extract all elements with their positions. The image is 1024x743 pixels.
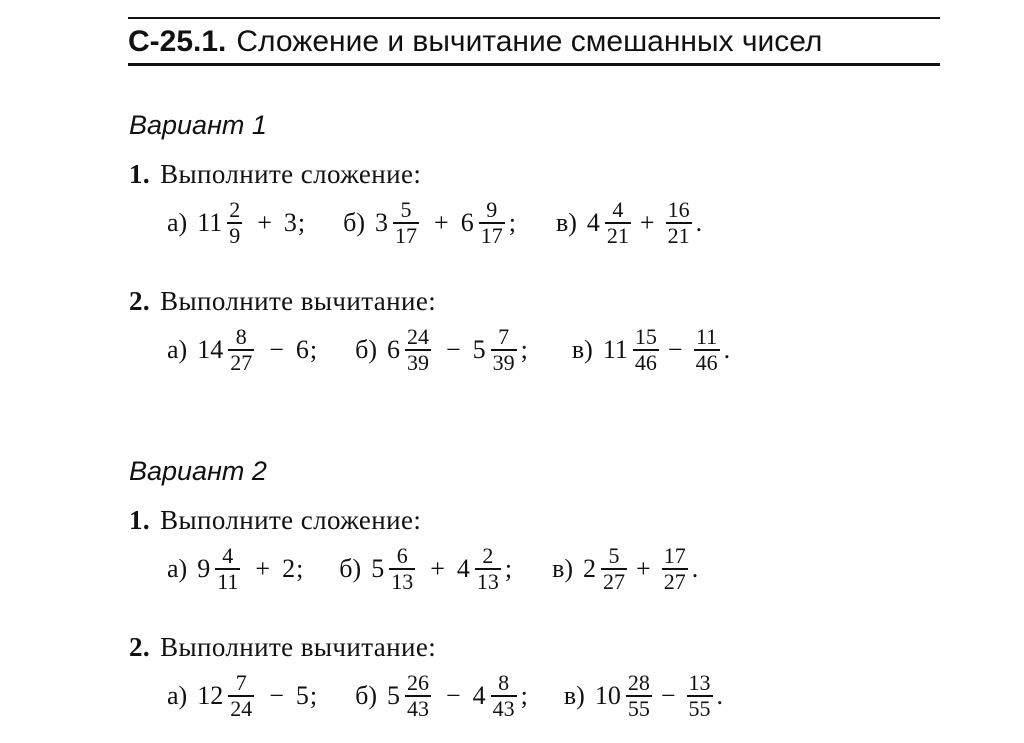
numerator: 11 <box>695 324 718 349</box>
terminator: ; <box>504 554 513 583</box>
example-label: в) <box>571 335 593 364</box>
denominator: 55 <box>627 696 650 721</box>
terminator: . <box>723 335 731 364</box>
denominator: 24 <box>230 696 253 721</box>
task-text: Выполните вычитание: <box>160 286 437 316</box>
numerator: 8 <box>235 324 247 349</box>
denominator: 21 <box>606 223 629 248</box>
section-title: Сложение и вычитание смешанных чисел <box>236 25 823 58</box>
fraction <box>405 325 431 375</box>
fraction <box>479 198 505 248</box>
numerator: 6 <box>396 543 408 568</box>
whole-part: 4 <box>456 554 470 583</box>
denominator: 27 <box>603 569 626 594</box>
example-c <box>556 198 702 248</box>
whole-part: 4 <box>586 208 600 237</box>
numerator: 5 <box>608 543 620 568</box>
whole-part: 11 <box>197 208 223 237</box>
denominator: 21 <box>667 223 690 248</box>
example-c <box>552 544 698 594</box>
numerator: 5 <box>400 197 412 222</box>
variant-2-heading: Вариант 2 <box>129 456 267 486</box>
numerator: 7 <box>235 670 247 695</box>
example-label: а) <box>167 681 188 710</box>
operator: + <box>639 208 655 237</box>
numerator: 24 <box>407 324 429 349</box>
example-a <box>167 671 317 721</box>
terminator: ; <box>520 335 528 364</box>
numerator: 2 <box>229 197 241 222</box>
denominator: 9 <box>229 223 241 248</box>
task-number: 2. <box>129 632 151 662</box>
operator: − <box>446 335 461 364</box>
example-label: б) <box>339 554 362 583</box>
terminator: . <box>716 681 724 710</box>
denominator: 39 <box>407 350 429 375</box>
task-number: 2. <box>129 286 151 316</box>
fraction <box>491 671 517 721</box>
header-top-rule <box>128 17 940 19</box>
operator: − <box>667 335 683 364</box>
fraction <box>228 325 254 375</box>
v2-task-1-examples <box>167 539 698 599</box>
whole-part: 5 <box>295 681 309 710</box>
denominator: 55 <box>688 696 711 721</box>
denominator: 46 <box>695 350 718 375</box>
numerator: 16 <box>667 197 690 222</box>
operator: − <box>269 681 284 710</box>
whole-part: 12 <box>197 681 224 710</box>
example-c <box>564 671 723 721</box>
variant-1-heading: Вариант 1 <box>129 110 267 140</box>
fraction <box>405 671 431 721</box>
terminator: ; <box>309 335 318 364</box>
fraction <box>633 325 659 375</box>
denominator: 11 <box>217 569 239 594</box>
denominator: 43 <box>492 696 515 721</box>
example-b <box>355 325 528 375</box>
v1-task-2-examples <box>167 320 730 380</box>
numerator: 2 <box>482 543 494 568</box>
whole-part: 6 <box>295 335 309 364</box>
example-b <box>339 544 512 594</box>
numerator: 17 <box>663 543 686 568</box>
v2-task-2-examples <box>167 666 723 726</box>
denominator: 17 <box>395 223 418 248</box>
whole-part: 11 <box>602 335 628 364</box>
denominator: 17 <box>480 223 503 248</box>
whole-part: 14 <box>197 335 224 364</box>
whole-part: 2 <box>282 554 296 583</box>
fraction <box>605 198 631 248</box>
fraction <box>228 671 254 721</box>
fraction <box>475 544 501 594</box>
numerator: 9 <box>486 197 498 222</box>
denominator: 13 <box>391 569 414 594</box>
denominator: 13 <box>476 569 499 594</box>
fraction <box>215 544 240 594</box>
numerator: 15 <box>634 324 657 349</box>
task-number: 1. <box>129 505 151 535</box>
fraction <box>662 544 688 594</box>
example-label: в) <box>555 208 577 237</box>
terminator: . <box>695 208 703 237</box>
example-label: б) <box>355 335 377 364</box>
whole-part: 9 <box>197 554 211 583</box>
v1-task-2-instruction <box>129 284 436 318</box>
denominator: 39 <box>492 350 515 375</box>
operator: − <box>446 681 461 710</box>
example-label: а) <box>167 208 188 237</box>
terminator: ; <box>520 681 528 710</box>
section-code: С-25.1. <box>128 25 227 58</box>
numerator: 4 <box>612 197 624 222</box>
example-a <box>167 325 317 375</box>
fraction <box>601 544 627 594</box>
whole-part: 5 <box>371 554 385 583</box>
example-label: в) <box>552 554 574 583</box>
terminator: ; <box>296 554 304 583</box>
whole-part: 6 <box>387 335 400 364</box>
example-b <box>355 671 528 721</box>
page-title <box>128 22 822 62</box>
operator: − <box>269 335 284 364</box>
whole-part: 10 <box>594 681 621 710</box>
operator: + <box>434 208 449 237</box>
fraction <box>694 325 720 375</box>
whole-part: 3 <box>375 208 389 237</box>
header-bottom-rule <box>128 63 940 66</box>
terminator: ; <box>309 681 318 710</box>
whole-part: 3 <box>283 208 297 237</box>
terminator: . <box>691 554 699 583</box>
example-b <box>343 198 516 248</box>
denominator: 27 <box>663 569 686 594</box>
numerator: 28 <box>627 670 650 695</box>
v1-task-1-instruction <box>129 157 421 191</box>
fraction <box>491 325 517 375</box>
whole-part: 2 <box>583 554 597 583</box>
fraction <box>687 671 713 721</box>
operator: − <box>660 681 676 710</box>
numerator: 26 <box>407 670 429 695</box>
numerator: 13 <box>688 670 711 695</box>
example-c <box>572 325 730 375</box>
task-text: Выполните вычитание: <box>160 632 437 662</box>
numerator: 7 <box>498 324 510 349</box>
example-label: б) <box>355 681 377 710</box>
operator: + <box>255 554 271 583</box>
operator: + <box>257 208 272 237</box>
task-number: 1. <box>129 159 151 189</box>
denominator: 27 <box>230 350 253 375</box>
example-label: а) <box>167 554 188 583</box>
example-label: а) <box>167 335 188 364</box>
terminator: ; <box>508 208 516 237</box>
whole-part: 6 <box>460 208 474 237</box>
numerator: 4 <box>222 543 234 568</box>
fraction <box>626 671 652 721</box>
whole-part: 4 <box>472 681 486 710</box>
task-text: Выполните сложение: <box>160 159 422 189</box>
fraction <box>227 198 242 248</box>
numerator: 8 <box>498 670 510 695</box>
operator: + <box>430 554 445 583</box>
fraction <box>393 198 419 248</box>
example-label: б) <box>343 208 366 237</box>
whole-part: 5 <box>387 681 400 710</box>
task-text: Выполните сложение: <box>160 505 422 535</box>
v2-task-2-instruction <box>129 630 436 664</box>
v1-task-1-examples <box>167 193 702 253</box>
fraction <box>389 544 415 594</box>
whole-part: 5 <box>472 335 486 364</box>
v2-task-1-instruction <box>129 503 421 537</box>
example-a <box>167 544 303 594</box>
denominator: 43 <box>407 696 429 721</box>
example-label: в) <box>563 681 585 710</box>
operator: + <box>636 554 651 583</box>
denominator: 46 <box>634 350 657 375</box>
example-a <box>167 198 305 248</box>
fraction <box>666 198 692 248</box>
terminator: ; <box>297 208 306 237</box>
